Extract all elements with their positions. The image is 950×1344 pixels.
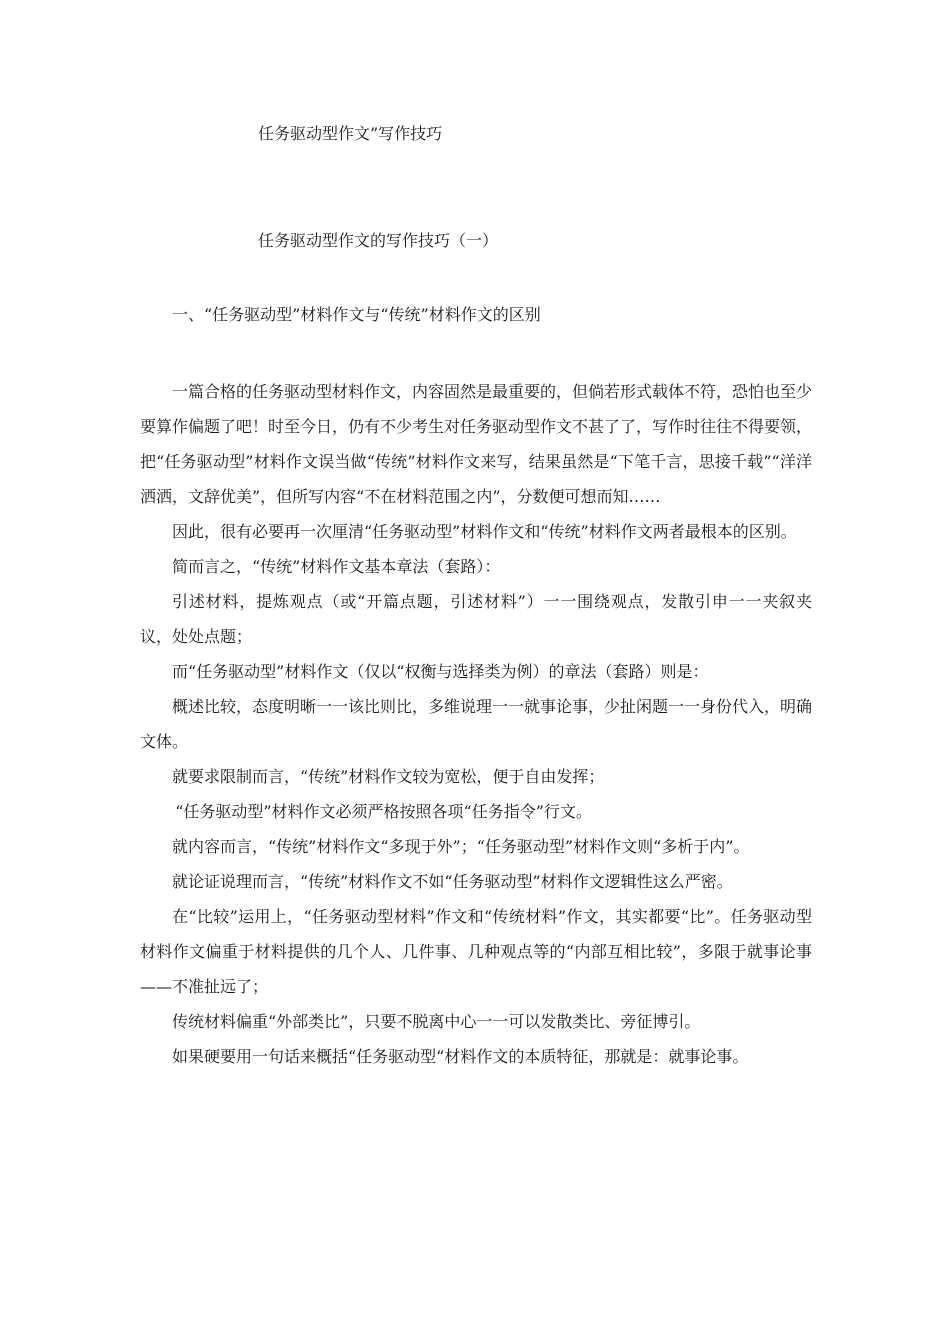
paragraph: 概述比较，态度明晰一一该比则比，多维说理一一就事论事，少扯闲题一一身份代入，明确文体。	[140, 697, 813, 751]
paragraph: 就要求限制而言，“传统”材料作文较为宽松，便于自由发挥；	[172, 767, 605, 786]
paragraph: 传统材料偏重“外部类比”，只要不脱离中心一一可以发散类比、旁征博引。	[172, 1012, 701, 1031]
paragraph: 而“任务驱动型”材料作文（仅以“权衡与选择类为例）的章法（套路）则是：	[172, 662, 709, 681]
document-title: 任务驱动型作文”写作技巧	[258, 124, 443, 143]
paragraph: 就内容而言，“传统”材料作文“多现于外”；“任务驱动型”材料作文则“多析于内”。	[172, 837, 750, 856]
body-text	[140, 374, 812, 1074]
section-heading: 一、“任务驱动型”材料作文与“传统”材料作文的区别	[172, 305, 541, 324]
paragraph: 就论证说理而言，“传统”材料作文不如“任务驱动型”材料作文逻辑性这么严密。	[172, 872, 733, 891]
paragraph: 因此，很有必要再一次厘清“任务驱动型”材料作文和“传统”材料作文两者最根本的区别。	[172, 522, 797, 541]
paragraph: “任务驱动型”材料作文必须严格按照各项“任务指令”行文。	[175, 802, 592, 821]
paragraph: 简而言之，“传统”材料作文基本章法（套路）：	[172, 557, 501, 576]
paragraph: 一篇合格的任务驱动型材料作文，内容固然是最重要的，但倘若形式载体不符，恐怕也至少要算作偏题了吧！时至今日，仍有不少考生对任务驱动型作文不甚了了，写作时往往不得要领，把“任务驱动型”材料作文误当做“传统”材料作文来写，结果虽然是“下笔千言，思接千载”“洋洋洒洒，文辞优美”，但所写内容“不在材料范围之内”，分数便可想而知……	[140, 382, 813, 506]
paragraph: 如果硬要用一句话来概括“任务驱动型“材料作文的本质特征，那就是：就事论事。	[172, 1047, 749, 1066]
paragraph: 在“比较”运用上，“任务驱动型材料”作文和“传统材料”作文，其实都要“比”。任务驱动型材料作文偏重于材料提供的几个人、几件事、几种观点等的“内部互相比较”，多限于就事论事——不准扯远了；	[140, 907, 812, 996]
document-subtitle: 任务驱动型作文的写作技巧（一）	[258, 231, 499, 250]
paragraph: 引述材料，提炼观点（或“开篇点题，引述材料”）一一围绕观点，发散引申一一夹叙夹议，处处点题；	[140, 592, 812, 646]
